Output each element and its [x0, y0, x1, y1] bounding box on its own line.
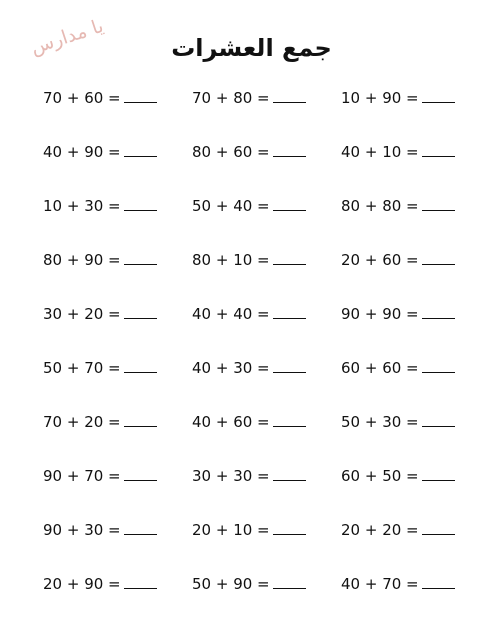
problem-r1-c3: [341, 88, 455, 106]
problem-expression: 10 + 90 =: [341, 89, 419, 107]
problem-r4-c2: [192, 250, 306, 268]
answer-blank[interactable]: [124, 196, 157, 211]
problem-expression: 20 + 90 =: [43, 575, 121, 593]
problem-expression: 80 + 60 =: [192, 143, 270, 161]
problem-expression: 90 + 90 =: [341, 305, 419, 323]
answer-blank[interactable]: [422, 520, 455, 535]
problem-expression: 40 + 10 =: [341, 143, 419, 161]
problem-r10-c2: [192, 574, 306, 592]
problem-expression: 40 + 30 =: [192, 359, 270, 377]
answer-blank[interactable]: [422, 358, 455, 373]
answer-blank[interactable]: [422, 142, 455, 157]
problem-r3-c3: [341, 196, 455, 214]
problem-r3-c1: [43, 196, 157, 214]
problem-expression: 20 + 60 =: [341, 251, 419, 269]
problem-r6-c2: [192, 358, 306, 376]
problem-expression: 90 + 70 =: [43, 467, 121, 485]
problem-expression: 60 + 50 =: [341, 467, 419, 485]
problem-r5-c2: [192, 304, 306, 322]
answer-blank[interactable]: [273, 412, 306, 427]
problem-expression: 40 + 70 =: [341, 575, 419, 593]
answer-blank[interactable]: [422, 574, 455, 589]
problem-r9-c2: [192, 520, 306, 538]
problem-r3-c2: [192, 196, 306, 214]
problem-expression: 60 + 60 =: [341, 359, 419, 377]
answer-blank[interactable]: [124, 412, 157, 427]
problem-r2-c3: [341, 142, 455, 160]
problem-expression: 40 + 60 =: [192, 413, 270, 431]
problem-r7-c3: [341, 412, 455, 430]
problem-r8-c2: [192, 466, 306, 484]
problem-expression: 50 + 90 =: [192, 575, 270, 593]
problem-r1-c2: [192, 88, 306, 106]
problem-r10-c1: [43, 574, 157, 592]
problem-r1-c1: [43, 88, 157, 106]
answer-blank[interactable]: [273, 574, 306, 589]
problem-r9-c3: [341, 520, 455, 538]
problem-r6-c3: [341, 358, 455, 376]
problem-expression: 40 + 40 =: [192, 305, 270, 323]
problem-r7-c2: [192, 412, 306, 430]
problem-r8-c3: [341, 466, 455, 484]
problem-expression: 20 + 10 =: [192, 521, 270, 539]
problem-expression: 90 + 30 =: [43, 521, 121, 539]
problem-expression: 80 + 90 =: [43, 251, 121, 269]
answer-blank[interactable]: [422, 412, 455, 427]
answer-blank[interactable]: [273, 520, 306, 535]
problem-expression: 30 + 30 =: [192, 467, 270, 485]
problem-expression: 80 + 80 =: [341, 197, 419, 215]
problem-r6-c1: [43, 358, 157, 376]
problem-r2-c2: [192, 142, 306, 160]
problem-r9-c1: [43, 520, 157, 538]
answer-blank[interactable]: [124, 574, 157, 589]
answer-blank[interactable]: [124, 304, 157, 319]
answer-blank[interactable]: [422, 88, 455, 103]
answer-blank[interactable]: [124, 520, 157, 535]
problem-expression: 50 + 30 =: [341, 413, 419, 431]
answer-blank[interactable]: [422, 196, 455, 211]
problem-r4-c3: [341, 250, 455, 268]
problem-r5-c3: [341, 304, 455, 322]
problem-r7-c1: [43, 412, 157, 430]
problem-r10-c3: [341, 574, 455, 592]
problem-expression: 20 + 20 =: [341, 521, 419, 539]
answer-blank[interactable]: [124, 466, 157, 481]
problem-expression: 30 + 20 =: [43, 305, 121, 323]
answer-blank[interactable]: [422, 466, 455, 481]
answer-blank[interactable]: [273, 196, 306, 211]
problem-expression: 70 + 60 =: [43, 89, 121, 107]
problem-expression: 10 + 30 =: [43, 197, 121, 215]
answer-blank[interactable]: [422, 304, 455, 319]
problem-r4-c1: [43, 250, 157, 268]
problem-expression: 80 + 10 =: [192, 251, 270, 269]
answer-blank[interactable]: [273, 466, 306, 481]
answer-blank[interactable]: [124, 358, 157, 373]
problem-r8-c1: [43, 466, 157, 484]
problem-r5-c1: [43, 304, 157, 322]
problem-expression: 70 + 80 =: [192, 89, 270, 107]
answer-blank[interactable]: [273, 250, 306, 265]
answer-blank[interactable]: [273, 358, 306, 373]
problem-expression: 70 + 20 =: [43, 413, 121, 431]
problem-expression: 50 + 40 =: [192, 197, 270, 215]
answer-blank[interactable]: [273, 142, 306, 157]
answer-blank[interactable]: [124, 250, 157, 265]
problem-r2-c1: [43, 142, 157, 160]
answer-blank[interactable]: [124, 142, 157, 157]
page-title: جمع العشرات: [171, 34, 332, 62]
answer-blank[interactable]: [273, 88, 306, 103]
answer-blank[interactable]: [124, 88, 157, 103]
problem-expression: 40 + 90 =: [43, 143, 121, 161]
answer-blank[interactable]: [273, 304, 306, 319]
watermark: يا مدارس: [28, 14, 107, 59]
answer-blank[interactable]: [422, 250, 455, 265]
problem-expression: 50 + 70 =: [43, 359, 121, 377]
